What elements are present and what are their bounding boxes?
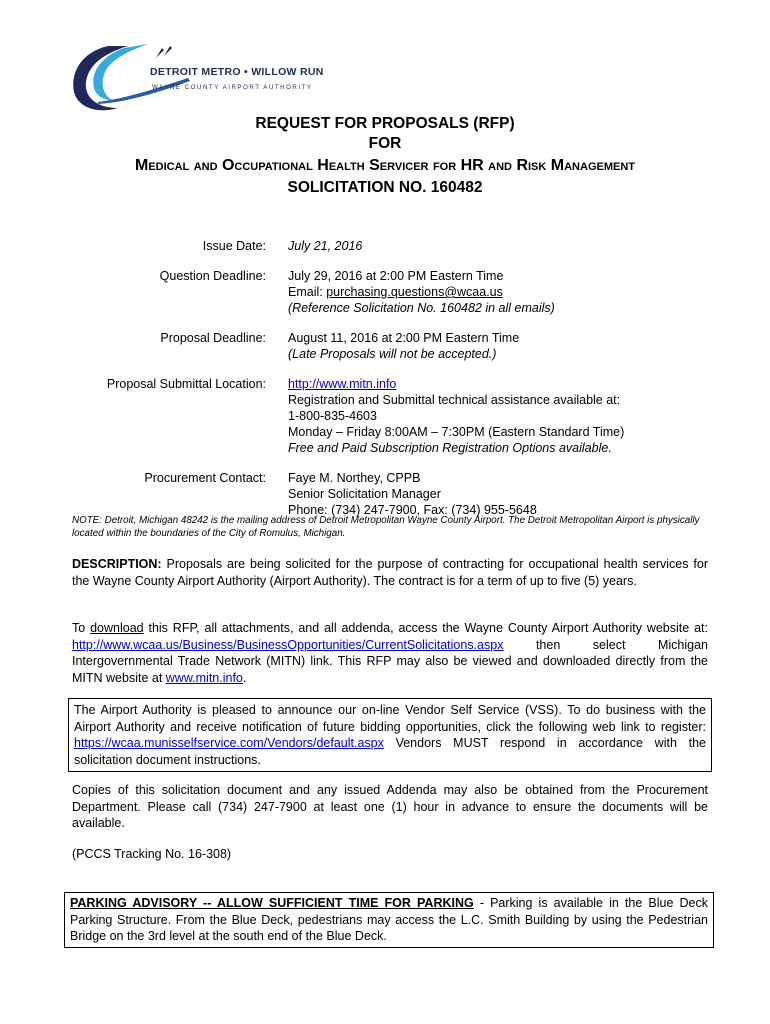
title-for: FOR [368, 135, 402, 152]
vss-notice-box [68, 698, 712, 772]
description-label: DESCRIPTION: [72, 557, 162, 571]
subscription-options: Free and Paid Subscription Registration Options available. [288, 441, 612, 455]
question-deadline-label: Question Deadline: [159, 269, 266, 283]
title-rfp: REQUEST FOR PROPOSALS (RFP) [255, 115, 515, 132]
issue-date-row [0, 238, 770, 254]
contact-name: Faye M. Northey, CPPB [288, 471, 421, 485]
procurement-contact-row [0, 470, 770, 518]
wcaa-solicitations-link[interactable]: http://www.wcaa.us/Business/BusinessOpportunities/CurrentSolicitations.aspx [72, 637, 504, 652]
vss-pre: The Airport Authority is pleased to announce our on-line Vendor Self Service (VSS). To do business with the Airport Authority and receive notification of future bidding opportunities, click the following web link to register: [74, 703, 706, 734]
question-email-link[interactable]: purchasing.questions@wcaa.us [326, 285, 503, 299]
vss-post: Vendors MUST respond in accordance with the solicitation document instructions. [74, 736, 706, 767]
contact-phone: Phone: (734) 247-7900, Fax: (734) 955-5648 [288, 503, 537, 517]
logo-secondary-text: WAYNE COUNTY AIRPORT AUTHORITY [152, 84, 313, 91]
question-reference: (Reference Solicitation No. 160482 in all emails) [288, 301, 555, 315]
download-word: download [90, 621, 144, 635]
title-block [0, 114, 770, 198]
download-end: . [242, 670, 247, 685]
description-text: Proposals are being solicited for the purpose of contracting for occupational health services for the Wayne County Airport Authority (Airport Authority). The contract is for a term of up to five (5) years. [72, 557, 708, 588]
parking-advisory-box [64, 892, 714, 948]
assistance-hours: Monday – Friday 8:00AM – 7:30PM (Eastern Standard Time) [288, 425, 625, 439]
mitn-link[interactable]: http://www.mitn.info [288, 377, 397, 391]
question-deadline-row [0, 268, 770, 316]
download-pre: To [72, 621, 91, 635]
download-paragraph [72, 620, 708, 686]
download-mid: this RFP, all attachments, and all addenda, access the Wayne County Airport Authority website at: [143, 621, 708, 635]
copies-paragraph: Copies of this solicitation document and any issued Addenda may also be obtained from the Procurement Department. Please call (734) 247-7900 at least one (1) hour in advance to ensure the documents will be available. [72, 783, 708, 830]
address-note: NOTE: Detroit, Michigan 48242 is the mailing address of Detroit Metropolitan Wayne County Airport. The Detroit Metropolitan Airport is physically located within the boundaries of the City of Romulus, Michigan. [72, 515, 700, 539]
proposal-deadline-row [0, 330, 770, 362]
procurement-contact-label: Procurement Contact: [144, 471, 266, 485]
issue-date-value: July 21, 2016 [288, 239, 363, 253]
issue-date-label: Issue Date: [202, 239, 266, 253]
submittal-location-row [0, 376, 770, 456]
vss-register-link[interactable]: https://wcaa.munisselfservice.com/Vendors/default.aspx [74, 736, 384, 750]
title-solicitation: SOLICITATION NO. 160482 [287, 179, 483, 196]
submittal-location-label: Proposal Submittal Location: [106, 377, 266, 391]
description-paragraph [72, 556, 708, 589]
mitn-website-link[interactable]: www.mitn.info [165, 670, 243, 685]
contact-title: Senior Solicitation Manager [288, 487, 441, 501]
key-dates-table [0, 238, 770, 532]
download-post: then select Michigan Intergovernmental Trade Network (MITN) link. This RFP may also be viewed and downloaded directly from the MITN website at [72, 637, 708, 685]
question-deadline-value: July 29, 2016 at 2:00 PM Eastern Time [288, 269, 504, 283]
pccs-tracking: (PCCS Tracking No. 16-308) [72, 847, 232, 861]
email-prefix: Email: [288, 285, 327, 299]
logo-primary-text: DETROIT METRO • WILLOW RUN [150, 66, 324, 78]
title-subject: Medical and Occupational Health Servicer for HR and Risk Management [134, 157, 635, 174]
parking-advisory-label: PARKING ADVISORY -- ALLOW SUFFICIENT TIME FOR PARKING [70, 896, 474, 910]
assistance-text: Registration and Submittal technical assistance available at: [288, 393, 621, 407]
airport-logo [68, 38, 324, 114]
question-email-line [288, 284, 728, 300]
proposal-late-note: (Late Proposals will not be accepted.) [288, 347, 497, 361]
proposal-deadline-label: Proposal Deadline: [160, 331, 266, 345]
assistance-phone: 1-800-835-4603 [288, 409, 377, 423]
parking-advisory-text: - Parking is available in the Blue Deck Parking Structure. From the Blue Deck, pedestrians may access the L.C. Smith Building by using the Pedestrian Bridge on the 3rd level at the south end of the Blue Deck. [70, 896, 708, 943]
proposal-deadline-value: August 11, 2016 at 2:00 PM Eastern Time [288, 331, 520, 345]
